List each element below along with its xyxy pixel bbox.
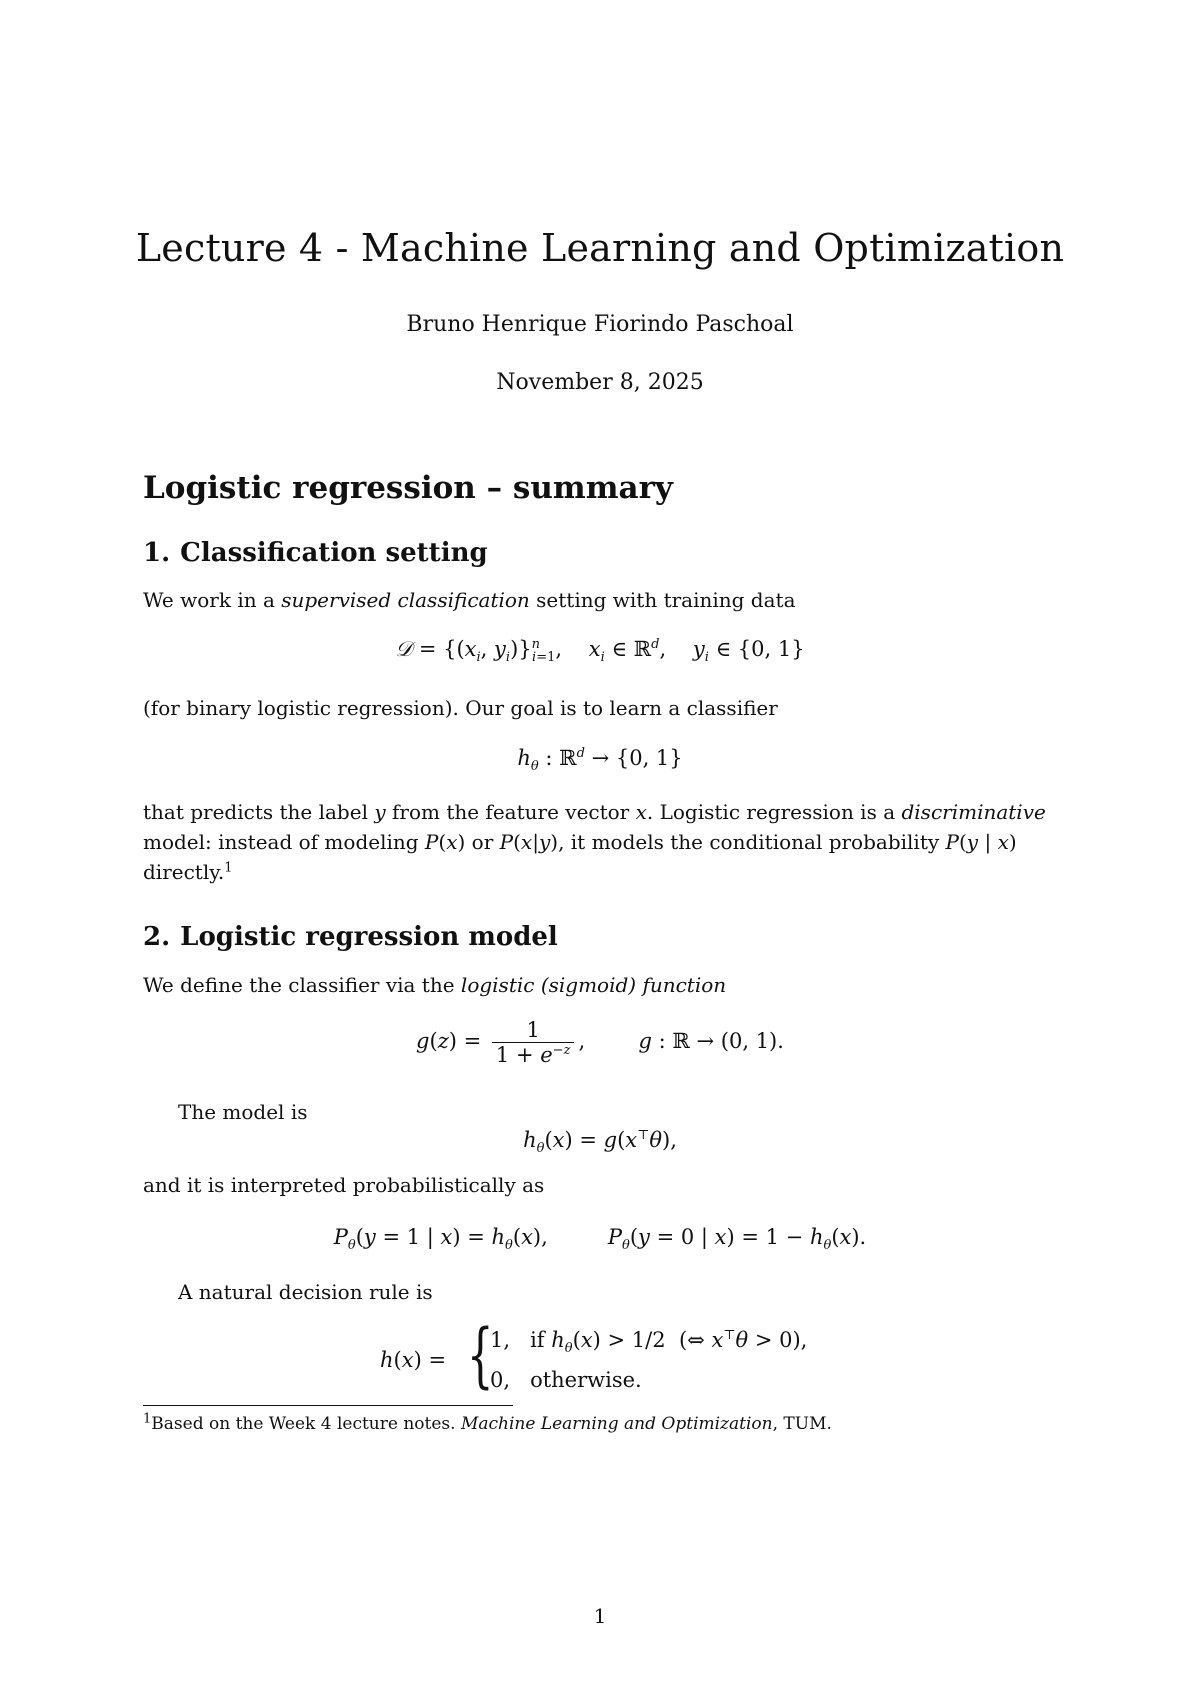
- paragraph: The model is: [178, 1100, 308, 1124]
- text-run: from the feature vector: [385, 800, 636, 824]
- paragraph: A natural decision rule is: [178, 1280, 433, 1304]
- subsection-2-heading: [143, 922, 558, 952]
- paragraph: (for binary logistic regression). Our goal is to learn a classifier: [143, 696, 778, 720]
- paper-title: Lecture 4 - Machine Learning and Optimization: [135, 226, 1065, 270]
- emphasis: logistic (sigmoid) function: [460, 973, 727, 997]
- paragraph: [143, 585, 1068, 615]
- author: Bruno Henrique Fiorindo Paschoal: [406, 312, 794, 337]
- text-run: We work in a: [143, 588, 282, 612]
- equation-probabilities: $P_\theta(y = 1$ | $x) = h_\theta(x)$, $P_\theta(y = 0$ | $x) = 1 - h_\theta(x)$.: [333, 1225, 867, 1254]
- text-run: , it models the conditional probability: [558, 830, 946, 854]
- subsection-1-heading: [143, 538, 488, 568]
- case-condition: if: [530, 1328, 545, 1352]
- case-value: 1,: [490, 1328, 511, 1352]
- equation-sigmoid: g(z) = $\frac{1}{1 + e^{-z}}$ , g : ℝ → (0, 1).: [416, 1018, 784, 1067]
- text-run: that predicts the label: [143, 800, 375, 824]
- footnote-mark: 1: [143, 1411, 152, 1427]
- text-run: or: [465, 830, 500, 854]
- equation-decision-rule: h(x) = { 1, if $h_\theta(x) > 1/2$ (⇔ x⊤θ > 0), 0, otherwise.: [380, 1314, 808, 1396]
- subsection-label: Logistic regression model: [180, 922, 558, 952]
- emphasis: discriminative: [901, 800, 1046, 824]
- text-run: Based on the Week 4 lecture notes.: [151, 1414, 461, 1434]
- date: November 8, 2025: [496, 370, 704, 395]
- equation-model: $h_\theta(x) = g(x^⊤\theta)$,: [523, 1128, 677, 1157]
- subsection-label: Classification setting: [180, 538, 488, 568]
- paragraph: that predicts the label y from the feature vector x. Logistic regression is a discriminative model: instead of modeling P(x) or P(x|y), it models the conditional probability P(y | x) directly.$^1$: [143, 800, 1046, 884]
- emphasis: supervised classification: [281, 588, 530, 612]
- section-title: Logistic regression – summary: [143, 470, 673, 506]
- paragraph: and it is interpreted probabilistically as: [143, 1173, 545, 1197]
- text-run: model: instead of modeling: [143, 830, 425, 854]
- emphasis: Machine Learning and Optimization: [460, 1414, 773, 1434]
- page-number: 1: [593, 1604, 607, 1628]
- subsection-number: 2.: [143, 922, 171, 952]
- equation-dataset: 𝒟 = {($x_i$, $y_i)\}^n_{i=1}$, $x_i$ ∈ ℝ$^d$, $y_i$ ∈ {0, 1}: [395, 637, 805, 666]
- footnote-mark[interactable]: 1: [224, 860, 233, 876]
- case-value: 0,: [490, 1368, 511, 1392]
- equation-classifier: $h_\theta$ : ℝ$^d$ → {0, 1}: [517, 746, 683, 775]
- footnote-rule: [143, 1405, 513, 1406]
- case-condition: otherwise.: [530, 1368, 642, 1392]
- text-run: setting with training data: [529, 588, 796, 612]
- text-run: . Logistic regression is a: [646, 800, 902, 824]
- footnote: [143, 1411, 832, 1434]
- text-run: directly.: [143, 860, 225, 884]
- subsection-number: 1.: [143, 538, 171, 568]
- text-run: , TUM.: [772, 1414, 832, 1434]
- paragraph: [143, 970, 1068, 1000]
- text-run: We define the classifier via the: [143, 973, 461, 997]
